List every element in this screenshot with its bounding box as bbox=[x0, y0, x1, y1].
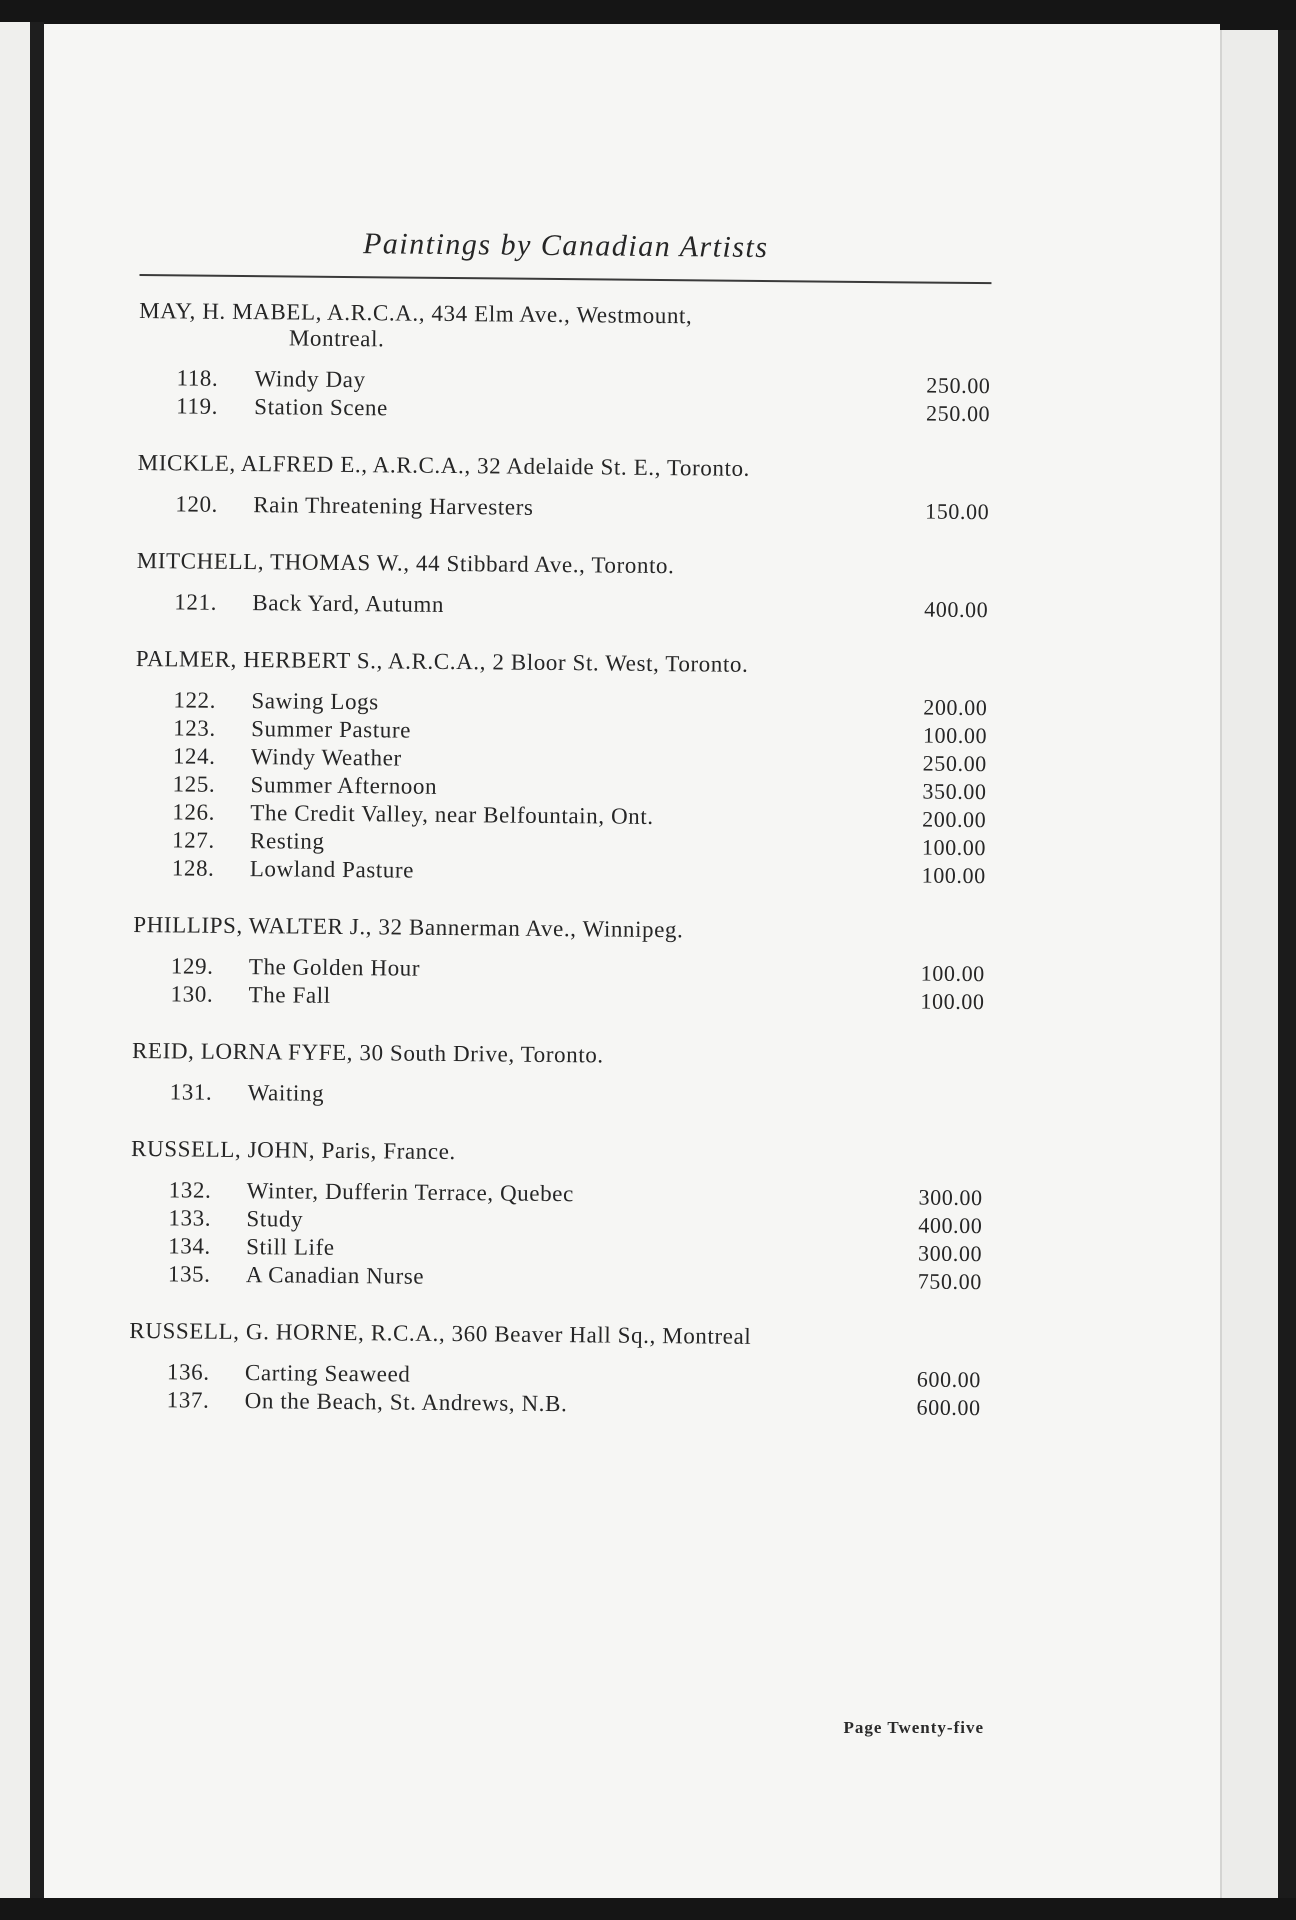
work-title: Windy Weather bbox=[250, 744, 402, 771]
page-number: Page Twenty-five bbox=[843, 1718, 984, 1737]
work-price: 600.00 bbox=[916, 1366, 982, 1393]
scan-border-right bbox=[1278, 30, 1296, 1898]
work-title: The Fall bbox=[248, 982, 331, 1008]
work-price: 250.00 bbox=[922, 750, 987, 777]
work-price: 100.00 bbox=[921, 834, 987, 861]
artist-entry bbox=[132, 912, 985, 1016]
artist-entry bbox=[134, 646, 988, 890]
running-title: Paintings by Canadian Artists bbox=[362, 227, 769, 265]
work-number: 130. bbox=[170, 981, 214, 1007]
work-price: 250.00 bbox=[925, 400, 991, 427]
work-price: 150.00 bbox=[925, 498, 990, 525]
artist-heading bbox=[139, 298, 991, 358]
work-number: 118. bbox=[176, 365, 219, 391]
work-price: 750.00 bbox=[917, 1268, 983, 1295]
work-title: Resting bbox=[249, 828, 325, 854]
work-price: 100.00 bbox=[920, 960, 985, 987]
work-price: 100.00 bbox=[922, 722, 988, 749]
work-number: 129. bbox=[170, 953, 214, 979]
work-price: 600.00 bbox=[916, 1394, 981, 1421]
work-price: 200.00 bbox=[922, 806, 987, 833]
work-number: 120. bbox=[175, 491, 219, 517]
artist-name-address: REID, LORNA FYFE, 30 South Drive, Toronto. bbox=[131, 1037, 604, 1068]
work-title: A Canadian Nurse bbox=[245, 1262, 425, 1289]
work-title: Study bbox=[246, 1206, 304, 1232]
work-title: Back Yard, Autumn bbox=[252, 590, 445, 617]
artist-heading bbox=[138, 450, 990, 484]
page-content bbox=[128, 224, 992, 1452]
artist-heading bbox=[132, 1038, 984, 1072]
work-row bbox=[132, 1078, 984, 1114]
artist-name-address: RUSSELL, G. HORNE, R.C.A., 360 Beaver Hall Sq., Montreal bbox=[129, 1317, 752, 1349]
work-number: 119. bbox=[176, 393, 219, 419]
work-title: Winter, Dufferin Terrace, Quebec bbox=[246, 1178, 574, 1207]
work-title: Summer Pasture bbox=[251, 716, 412, 743]
work-price: 350.00 bbox=[922, 778, 987, 805]
work-title: Lowland Pasture bbox=[249, 856, 415, 883]
title-rule bbox=[140, 274, 992, 284]
work-number: 121. bbox=[174, 589, 218, 615]
work-number: 133. bbox=[168, 1205, 212, 1231]
work-number: 124. bbox=[172, 743, 216, 769]
work-number: 137. bbox=[166, 1387, 210, 1413]
work-title: Still Life bbox=[246, 1234, 335, 1260]
scan-border-bottom bbox=[0, 1898, 1296, 1920]
work-price bbox=[894, 1106, 984, 1107]
artist-entry bbox=[129, 1318, 982, 1422]
artist-heading bbox=[133, 912, 985, 946]
work-number: 126. bbox=[172, 799, 216, 825]
artist-heading bbox=[137, 548, 989, 582]
work-title: Waiting bbox=[247, 1080, 325, 1106]
work-title: The Credit Valley, near Belfountain, Ont. bbox=[250, 800, 654, 829]
work-price: 300.00 bbox=[918, 1184, 983, 1211]
work-row bbox=[136, 588, 988, 624]
work-number: 122. bbox=[173, 687, 217, 713]
artist-name-address: PHILLIPS, WALTER J., 32 Bannerman Ave., Winnipeg. bbox=[133, 911, 684, 943]
scan-left-edge bbox=[0, 22, 34, 1902]
work-price: 100.00 bbox=[920, 988, 985, 1015]
work-number: 135. bbox=[167, 1261, 211, 1287]
artist-entry bbox=[136, 548, 989, 624]
artist-name-address: MITCHELL, THOMAS W., 44 Stibbard Ave., Toronto. bbox=[136, 547, 675, 579]
work-title: Station Scene bbox=[254, 394, 389, 421]
work-row bbox=[137, 490, 989, 526]
artist-heading bbox=[131, 1136, 983, 1170]
work-price: 200.00 bbox=[923, 694, 988, 721]
work-title: Windy Day bbox=[254, 366, 366, 393]
work-number: 132. bbox=[168, 1177, 212, 1203]
work-number: 127. bbox=[171, 827, 215, 853]
book-spine bbox=[30, 22, 44, 1902]
work-title: The Golden Hour bbox=[248, 954, 421, 981]
artist-entry bbox=[132, 1038, 985, 1114]
work-number: 123. bbox=[173, 715, 216, 741]
artist-list bbox=[129, 298, 992, 1422]
work-price: 250.00 bbox=[926, 372, 991, 399]
catalogue-page bbox=[44, 24, 1220, 1898]
work-price: 300.00 bbox=[917, 1240, 983, 1267]
artist-heading bbox=[136, 646, 988, 680]
artist-entry bbox=[138, 298, 991, 428]
artist-heading bbox=[129, 1318, 981, 1352]
work-price: 400.00 bbox=[918, 1212, 983, 1239]
work-title: On the Beach, St. Andrews, N.B. bbox=[244, 1388, 568, 1417]
work-price: 400.00 bbox=[924, 596, 989, 623]
work-title: Carting Seaweed bbox=[244, 1360, 411, 1387]
artist-entry bbox=[137, 450, 990, 526]
work-number: 134. bbox=[168, 1233, 211, 1259]
work-number: 125. bbox=[172, 771, 216, 797]
work-number: 128. bbox=[171, 855, 215, 881]
work-price: 100.00 bbox=[921, 862, 986, 889]
work-number: 136. bbox=[166, 1359, 210, 1385]
work-title: Rain Threatening Harvesters bbox=[253, 492, 534, 520]
artist-entry bbox=[130, 1136, 983, 1296]
artist-name-address: MAY, H. MABEL, A.R.C.A., 434 Elm Ave., Westmount, bbox=[139, 297, 693, 329]
next-page-edge bbox=[1220, 30, 1280, 1898]
artist-name-address: PALMER, HERBERT S., A.R.C.A., 2 Bloor St. West, Toronto. bbox=[135, 645, 749, 677]
work-title: Summer Afternoon bbox=[250, 772, 438, 799]
work-number: 131. bbox=[169, 1079, 213, 1105]
artist-name-address: RUSSELL, JOHN, Paris, France. bbox=[131, 1135, 456, 1165]
artist-name-address: MICKLE, ALFRED E., A.R.C.A., 32 Adelaide St. E., Toronto. bbox=[137, 449, 751, 481]
work-title: Sawing Logs bbox=[251, 688, 379, 715]
artist-address-continuation: Montreal. bbox=[288, 325, 385, 352]
